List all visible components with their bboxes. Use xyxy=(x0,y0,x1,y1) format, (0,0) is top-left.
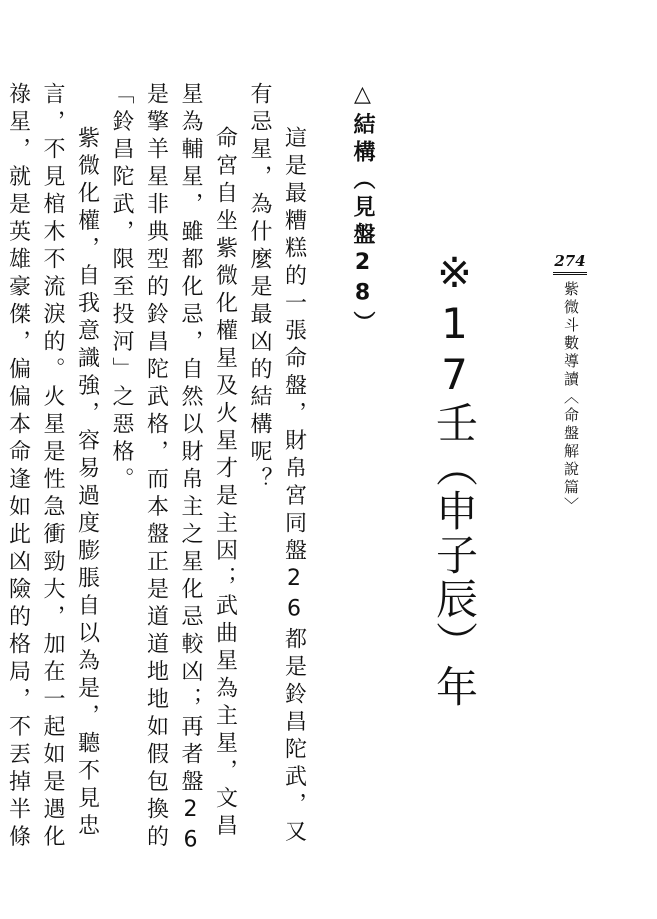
book-title: 紫微斗數導讀〈命盤解說篇〉 xyxy=(562,281,580,515)
chapter-title: ※17壬（申子辰）年 xyxy=(430,248,479,709)
paragraph-3: 紫微化權，自我意識強，容易過度膨脹自以為是，聽不見忠言，不見棺木不流淚的。火星是性急衝勁大，加在一起如是遇化祿星，就是英雄豪傑，偏偏本命逢如此凶險的格局，不丟掉半條 xyxy=(5,82,100,852)
section-heading: △結構（見盤28） xyxy=(350,82,375,339)
paragraph-1: 這是最糟糕的一張命盤，財帛宮同盤26都是鈴昌陀武，又有忌星，為什麼是最凶的結構呢？ xyxy=(247,82,307,847)
running-header xyxy=(553,252,587,543)
body-text xyxy=(5,82,379,862)
paragraph-2: 命宮自坐紫微化權星及火星才是主因；武曲星為主星，文昌星為輔星，雖都化忌，自然以財帛主之星化忌較凶；再者盤26是擎羊星非典型的鈴昌陀武格，而本盤正是道道地地如假包換的「鈴昌陀武，限至投河」之惡格。 xyxy=(109,82,238,858)
page-number: 274 xyxy=(553,252,587,275)
